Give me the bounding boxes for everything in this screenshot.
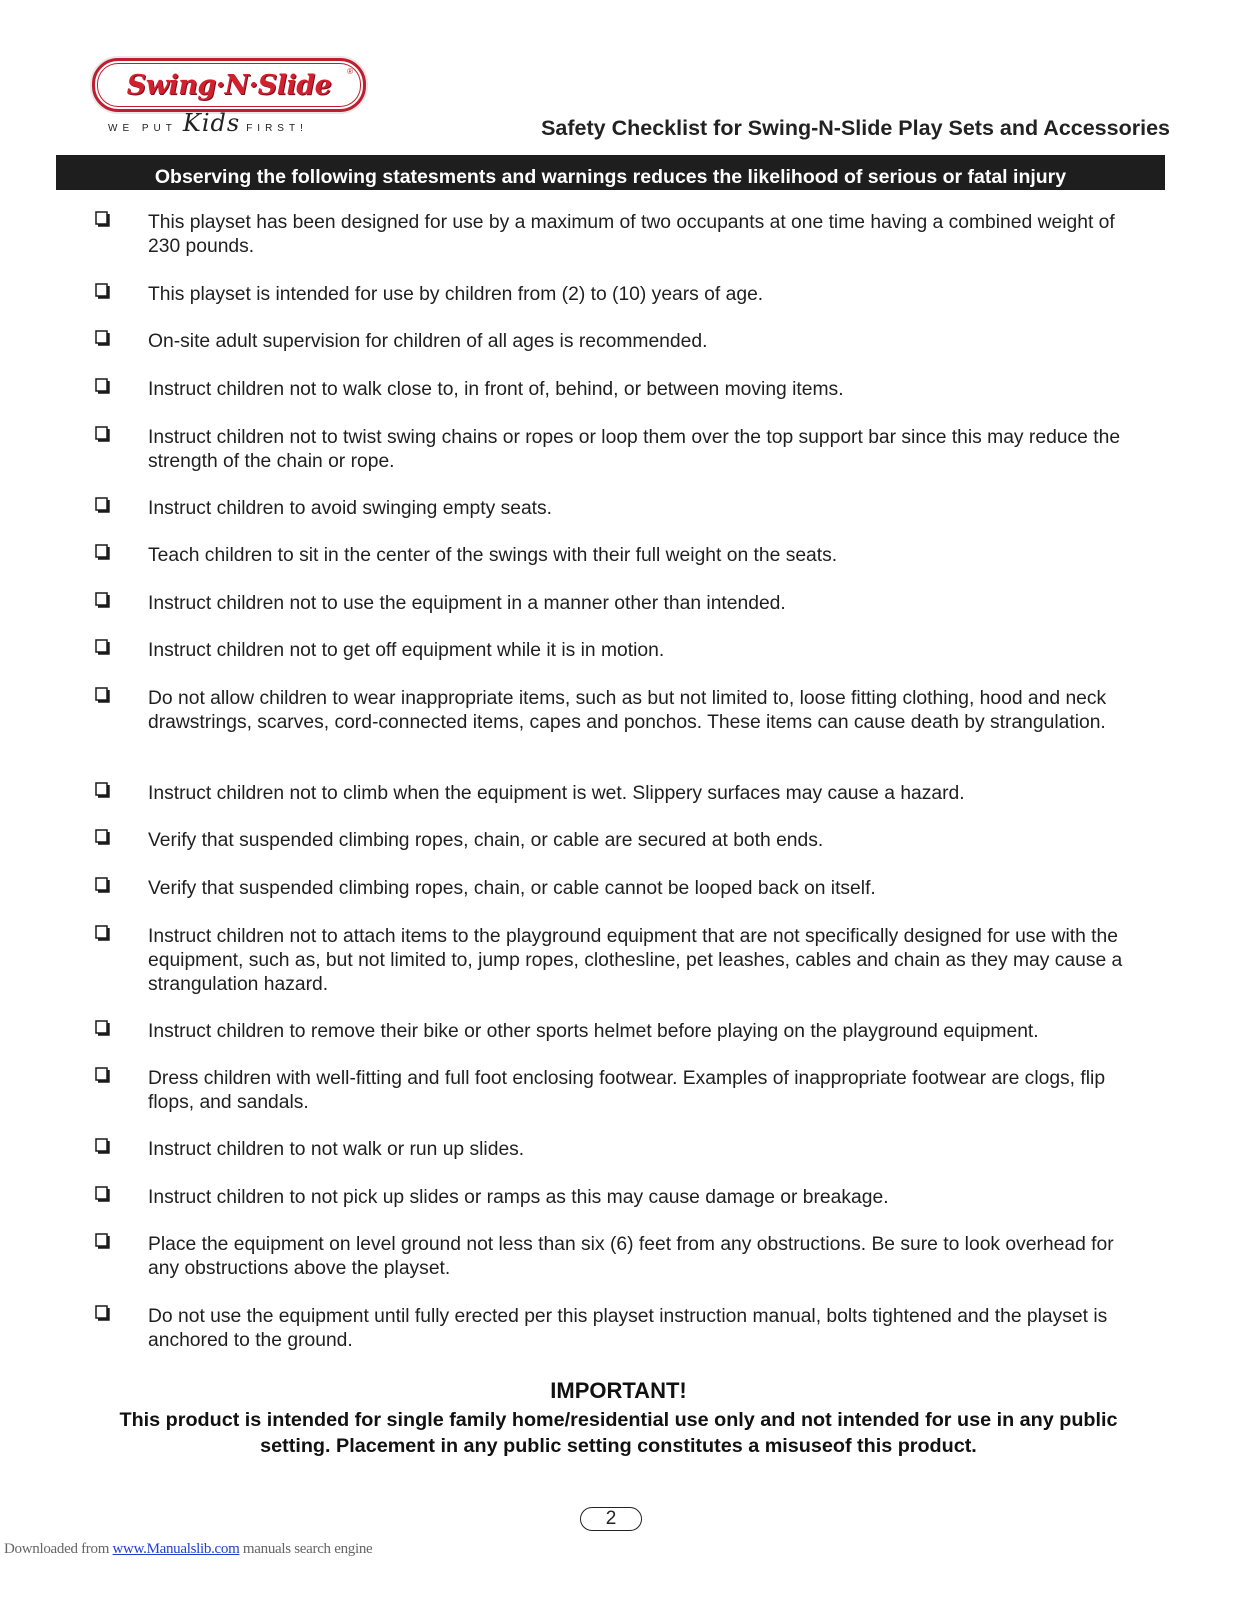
- warning-banner: Observing the following statesments and warnings reduces the likelihood of serious or fatal injury: [56, 155, 1165, 190]
- checkbox-icon[interactable]: [95, 687, 111, 707]
- page-number: 2: [580, 1507, 642, 1531]
- footer-suffix: manuals search engine: [239, 1541, 373, 1557]
- checkbox-icon[interactable]: [95, 426, 111, 446]
- checkbox-icon[interactable]: [95, 1305, 111, 1325]
- checklist-item-text: Instruct children not to walk close to, in front of, behind, or between moving items.: [148, 379, 844, 400]
- checklist-item-text: Instruct children not to attach items to the playground equipment that are not specifically designed for use with the equipment, such as, but not limited to, jump ropes, clothesline, pet leashes, cables and chain as they may cause a strangulation hazard.: [148, 926, 1123, 995]
- checkbox-icon[interactable]: [95, 283, 111, 303]
- checklist-item-text: Verify that suspended climbing ropes, chain, or cable are secured at both ends.: [148, 830, 824, 851]
- checkbox-icon[interactable]: [95, 1067, 111, 1087]
- checkbox-icon[interactable]: [95, 1020, 111, 1040]
- footer-prefix: Downloaded from: [4, 1541, 113, 1557]
- checklist-item-text: Teach children to sit in the center of the swings with their full weight on the seats.: [148, 545, 838, 566]
- checklist-item-text: Verify that suspended climbing ropes, chain, or cable cannot be looped back on itself.: [148, 878, 876, 899]
- checkbox-icon[interactable]: [95, 330, 111, 350]
- tagline-kids: Kids: [182, 109, 241, 137]
- checklist-item-text: Dress children with well-fitting and full foot enclosing footwear. Examples of inappropriate footwear are clogs, flip flops, and sandals.: [148, 1068, 1106, 1113]
- checkbox-icon[interactable]: [95, 1186, 111, 1206]
- checklist-item-text: Instruct children not to twist swing chains or ropes or loop them over the top support bar since this may reduce the strength of the chain or rope.: [148, 427, 1121, 472]
- checklist-item-text: Instruct children to not walk or run up slides.: [148, 1139, 525, 1160]
- logo-wordmark: Swing·N·Slide: [126, 69, 332, 101]
- checkbox-icon[interactable]: [95, 497, 111, 517]
- checkbox-icon[interactable]: [95, 1138, 111, 1158]
- important-notice: This product is intended for single family home/residential use only and not intended for use in any public setting. Placement in any public setting constitutes a misuseof this product.: [119, 1409, 1118, 1457]
- important-heading: IMPORTANT!: [550, 1378, 687, 1403]
- brand-logo: [92, 58, 362, 140]
- checklist-item-text: Instruct children not to get off equipment while it is in motion.: [148, 640, 665, 661]
- checkbox-icon[interactable]: [95, 877, 111, 897]
- checklist-item-text: This playset is intended for use by children from (2) to (10) years of age.: [148, 284, 764, 305]
- checklist-item-text: This playset has been designed for use by a maximum of two occupants at one time having a combined weight of 230 pounds.: [148, 212, 1115, 257]
- checklist-item-text: Place the equipment on level ground not less than six (6) feet from any obstructions. Be sure to look overhead for any obstructions above the playset.: [148, 1234, 1114, 1279]
- checkbox-icon[interactable]: [95, 639, 111, 659]
- checklist-item-text: On-site adult supervision for children of all ages is recommended.: [148, 331, 708, 352]
- checklist-item-text: Instruct children to remove their bike or other sports helmet before playing on the playground equipment.: [148, 1021, 1039, 1042]
- registered-mark: ®: [347, 67, 353, 76]
- download-footer: [4, 1541, 372, 1558]
- checkbox-icon[interactable]: [95, 1233, 111, 1253]
- checklist-item-text: Instruct children not to use the equipment in a manner other than intended.: [148, 593, 786, 614]
- checklist-item-text: Do not use the equipment until fully erected per this playset instruction manual, bolts tightened and the playset is anchored to the ground.: [148, 1306, 1108, 1351]
- tagline-right: FIRST!: [246, 122, 308, 134]
- tagline-left: WE PUT: [108, 122, 177, 134]
- checkbox-icon[interactable]: [95, 544, 111, 564]
- checklist-item-text: Instruct children to avoid swinging empty seats.: [148, 498, 553, 519]
- logo-tagline: [108, 109, 348, 140]
- checkbox-icon[interactable]: [95, 925, 111, 945]
- checkbox-icon[interactable]: [95, 782, 111, 802]
- checklist-item-text: Instruct children not to climb when the equipment is wet. Slippery surfaces may cause a hazard.: [148, 783, 965, 804]
- checklist-item-text: Instruct children to not pick up slides or ramps as this may cause damage or breakage.: [148, 1187, 889, 1208]
- logo-badge: [92, 58, 366, 112]
- checkbox-icon[interactable]: [95, 829, 111, 849]
- footer-link[interactable]: www.Manualslib.com: [112, 1541, 240, 1557]
- checkbox-icon[interactable]: [95, 211, 111, 231]
- checkbox-icon[interactable]: [95, 592, 111, 612]
- checkbox-icon[interactable]: [95, 378, 111, 398]
- page-title: Safety Checklist for Swing-N-Slide Play Sets and Accessories: [541, 116, 1170, 140]
- checklist-item-text: Do not allow children to wear inappropriate items, such as but not limited to, loose fitting clothing, hood and neck drawstrings, scarves, cord-connected items, capes and ponchos. These items can cause death by strangulation.: [148, 688, 1107, 733]
